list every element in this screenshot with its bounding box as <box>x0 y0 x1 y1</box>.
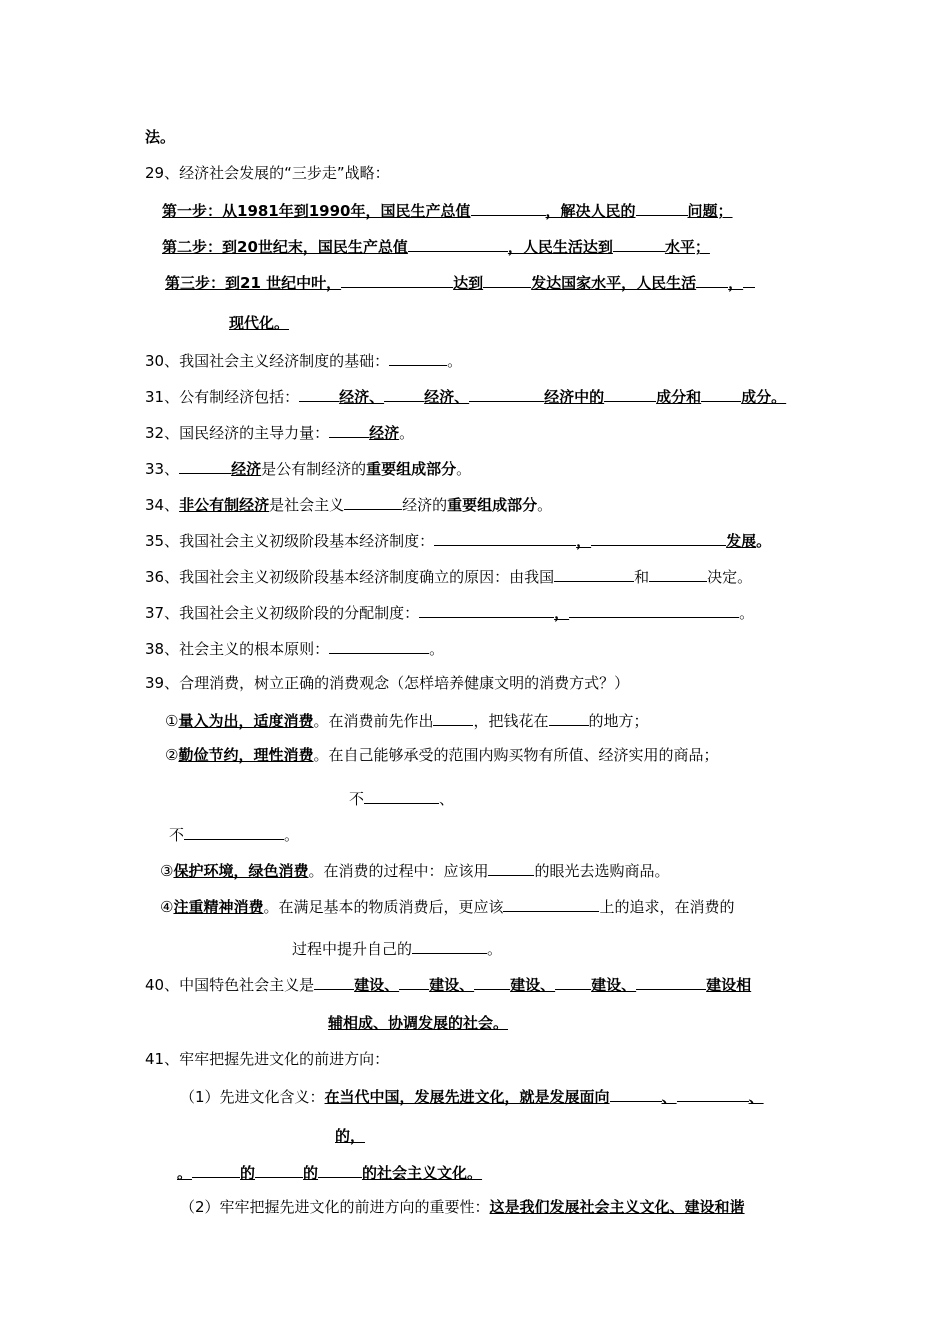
text: 成分和 <box>656 388 702 406</box>
answer-blank[interactable] <box>255 1161 303 1178</box>
text: 经济 <box>231 460 262 478</box>
question-37 <box>145 601 754 623</box>
text: ， <box>554 604 570 622</box>
text: 水平； <box>664 238 710 256</box>
answer-blank[interactable] <box>299 385 339 402</box>
text: 的眼光去选购商品。 <box>534 862 670 880</box>
question-32 <box>145 421 414 443</box>
text: 发达国家水平，人民生活 <box>531 274 697 292</box>
answer-blank[interactable] <box>613 235 665 252</box>
text: ④ <box>160 898 174 916</box>
text: 39、合理消费，树立正确的消费观念（怎样培养健康文明的消费方式？） <box>145 674 630 692</box>
text: 。 <box>756 532 772 550</box>
answer-blank[interactable] <box>419 601 554 618</box>
text: 成分。 <box>741 388 787 406</box>
text: 建设、 <box>510 976 556 994</box>
text: 。 <box>739 604 755 622</box>
question-29 <box>145 163 390 183</box>
text: 在当代中国，发展先进文化，就是发展面向 <box>324 1088 610 1106</box>
text: 注重精神消费 <box>173 898 264 916</box>
answer-blank[interactable] <box>314 973 354 990</box>
text: 。在满足基本的物质消费后，更应该 <box>263 898 504 916</box>
answer-blank[interactable] <box>408 235 508 252</box>
text: ① <box>165 712 179 730</box>
text-line <box>177 1161 482 1183</box>
text-line <box>229 313 289 333</box>
text: 不 <box>349 790 365 808</box>
answer-blank[interactable] <box>591 529 726 546</box>
text: 、 <box>661 1088 677 1106</box>
text: 重要组成部分 <box>447 496 538 514</box>
text-line <box>145 127 175 147</box>
text: 32、国民经济的主导力量： <box>145 424 330 442</box>
text: 36、我国社会主义初级阶段基本经济制度确立的原因：由我国 <box>145 568 555 586</box>
text: 33、 <box>145 460 180 478</box>
answer-blank[interactable] <box>474 973 510 990</box>
text: ，人民生活达到 <box>507 238 613 256</box>
text-line <box>349 787 454 809</box>
answer-blank[interactable] <box>483 271 531 288</box>
answer-blank[interactable] <box>384 385 424 402</box>
answer-blank[interactable] <box>412 937 487 954</box>
answer-blank[interactable] <box>433 709 473 726</box>
text: 建设、 <box>591 976 637 994</box>
text: 37、我国社会主义初级阶段的分配制度： <box>145 604 420 622</box>
question-31 <box>145 385 786 407</box>
text: ，把钱花在 <box>473 712 549 730</box>
answer-blank[interactable] <box>192 1161 240 1178</box>
consumption-item-2 <box>165 745 718 765</box>
text: 30、我国社会主义经济制度的基础： <box>145 352 390 370</box>
text: 勤俭节约，理性消费 <box>178 746 314 764</box>
answer-blank[interactable] <box>610 1085 662 1102</box>
text: ，解决人民的 <box>545 202 636 220</box>
text: 29、经济社会发展的“三步走”战略： <box>145 164 390 182</box>
answer-blank[interactable] <box>569 601 739 618</box>
text: 。 <box>447 352 463 370</box>
text: 和 <box>634 568 650 586</box>
advanced-culture-definition <box>180 1085 764 1107</box>
text: 41、牢牢把握先进文化的前进方向： <box>145 1050 390 1068</box>
text: 。在自己能够承受的范围内购买物有所值、经济实用的商品； <box>313 746 719 764</box>
text: 建设、 <box>354 976 400 994</box>
text: 。 <box>399 424 415 442</box>
text: 第二步：到20世纪末，国民生产总值 <box>162 238 408 256</box>
text: 建设相 <box>706 976 752 994</box>
text: ， <box>728 274 744 292</box>
text: 决定。 <box>707 568 753 586</box>
text: 经济中的 <box>544 388 605 406</box>
text: 是公有制经济的 <box>261 460 367 478</box>
text: 建设、 <box>429 976 475 994</box>
answer-blank[interactable] <box>329 421 369 438</box>
answer-blank[interactable] <box>696 271 728 288</box>
text: 辅相成、协调发展的社会。 <box>328 1014 509 1032</box>
text: 法。 <box>145 128 176 146</box>
text-line <box>335 1126 365 1146</box>
text: 。 <box>177 1164 193 1182</box>
consumption-item-1 <box>165 709 649 731</box>
text: 重要组成部分 <box>366 460 457 478</box>
text: 这是我们发展社会主义文化、建设和谐 <box>489 1198 745 1216</box>
text: 。 <box>487 940 503 958</box>
answer-blank[interactable] <box>434 529 576 546</box>
text: 的 <box>303 1164 319 1182</box>
answer-blank[interactable] <box>329 637 429 654</box>
text: 。在消费的过程中：应该用 <box>308 862 489 880</box>
text: 34、 <box>145 496 180 514</box>
text: 经济的 <box>402 496 448 514</box>
answer-blank[interactable] <box>469 385 544 402</box>
question-30 <box>145 349 462 371</box>
text: 的 <box>240 1164 256 1182</box>
text: 达到 <box>453 274 484 292</box>
answer-blank[interactable] <box>636 199 688 216</box>
answer-blank[interactable] <box>364 787 439 804</box>
text-line <box>169 823 299 845</box>
answer-blank[interactable] <box>701 385 741 402</box>
text: ② <box>165 746 179 764</box>
answer-blank[interactable] <box>488 859 534 876</box>
text: 过程中提升自己的 <box>292 940 413 958</box>
answer-blank[interactable] <box>184 823 284 840</box>
text: 的社会主义文化。 <box>362 1164 483 1182</box>
question-41 <box>145 1049 389 1069</box>
text: 上的追求，在消费的 <box>599 898 735 916</box>
answer-blank[interactable] <box>471 199 546 216</box>
text: 35、我国社会主义初级阶段基本经济制度： <box>145 532 435 550</box>
answer-blank[interactable] <box>649 565 707 582</box>
question-38 <box>145 637 444 659</box>
text: 保护环境，绿色消费 <box>173 862 309 880</box>
consumption-item-4 <box>160 895 735 917</box>
step-3 <box>165 271 755 293</box>
answer-blank[interactable] <box>389 349 447 366</box>
text: ， <box>576 532 592 550</box>
answer-blank[interactable] <box>636 973 706 990</box>
answer-blank[interactable] <box>503 895 599 912</box>
answer-blank[interactable] <box>549 709 589 726</box>
text: 量入为出，适度消费 <box>178 712 314 730</box>
text: 经济、 <box>339 388 385 406</box>
question-40 <box>145 973 751 995</box>
answer-blank[interactable] <box>179 457 231 474</box>
step-2 <box>162 235 710 257</box>
question-35 <box>145 529 771 551</box>
answer-blank[interactable] <box>743 271 755 288</box>
text: 现代化。 <box>229 314 290 332</box>
consumption-item-3 <box>160 859 670 881</box>
text: （2）牢牢把握先进文化的前进方向的重要性： <box>180 1198 490 1216</box>
answer-blank[interactable] <box>344 493 402 510</box>
text: 第三步：到21 世纪中叶， <box>165 274 342 292</box>
text: 。 <box>537 496 553 514</box>
question-34 <box>145 493 552 515</box>
text: 38、社会主义的根本原则： <box>145 640 330 658</box>
step-1 <box>162 199 733 221</box>
text: 经济 <box>369 424 400 442</box>
text-line <box>292 937 502 959</box>
text: 第一步：从1981年到1990年，国民生产总值 <box>162 202 471 220</box>
answer-blank[interactable] <box>318 1161 362 1178</box>
question-39 <box>145 673 629 693</box>
text: （1）先进文化含义： <box>180 1088 325 1106</box>
text: 经济、 <box>424 388 470 406</box>
text: 31、公有制经济包括： <box>145 388 300 406</box>
answer-blank[interactable] <box>604 385 656 402</box>
text-line <box>328 1013 508 1033</box>
text: 40、中国特色社会主义是 <box>145 976 315 994</box>
text: 发展 <box>726 532 757 550</box>
question-33 <box>145 457 471 479</box>
text: 。 <box>429 640 445 658</box>
text: 、 <box>439 790 455 808</box>
advanced-culture-importance <box>180 1197 745 1217</box>
question-36 <box>145 565 752 587</box>
answer-blank[interactable] <box>341 271 453 288</box>
text: 。在消费前先作出 <box>313 712 434 730</box>
answer-blank[interactable] <box>554 565 634 582</box>
text: 是社会主义 <box>269 496 345 514</box>
text: ③ <box>160 862 174 880</box>
text: 。 <box>284 826 300 844</box>
answer-blank[interactable] <box>677 1085 749 1102</box>
text: 。 <box>456 460 472 478</box>
text: 问题； <box>687 202 733 220</box>
text: 的地方； <box>588 712 649 730</box>
answer-blank[interactable] <box>555 973 591 990</box>
text: 的， <box>335 1127 366 1145</box>
text: 非公有制经济 <box>179 496 270 514</box>
text: 不 <box>169 826 185 844</box>
text: 、 <box>748 1088 764 1106</box>
answer-blank[interactable] <box>399 973 429 990</box>
